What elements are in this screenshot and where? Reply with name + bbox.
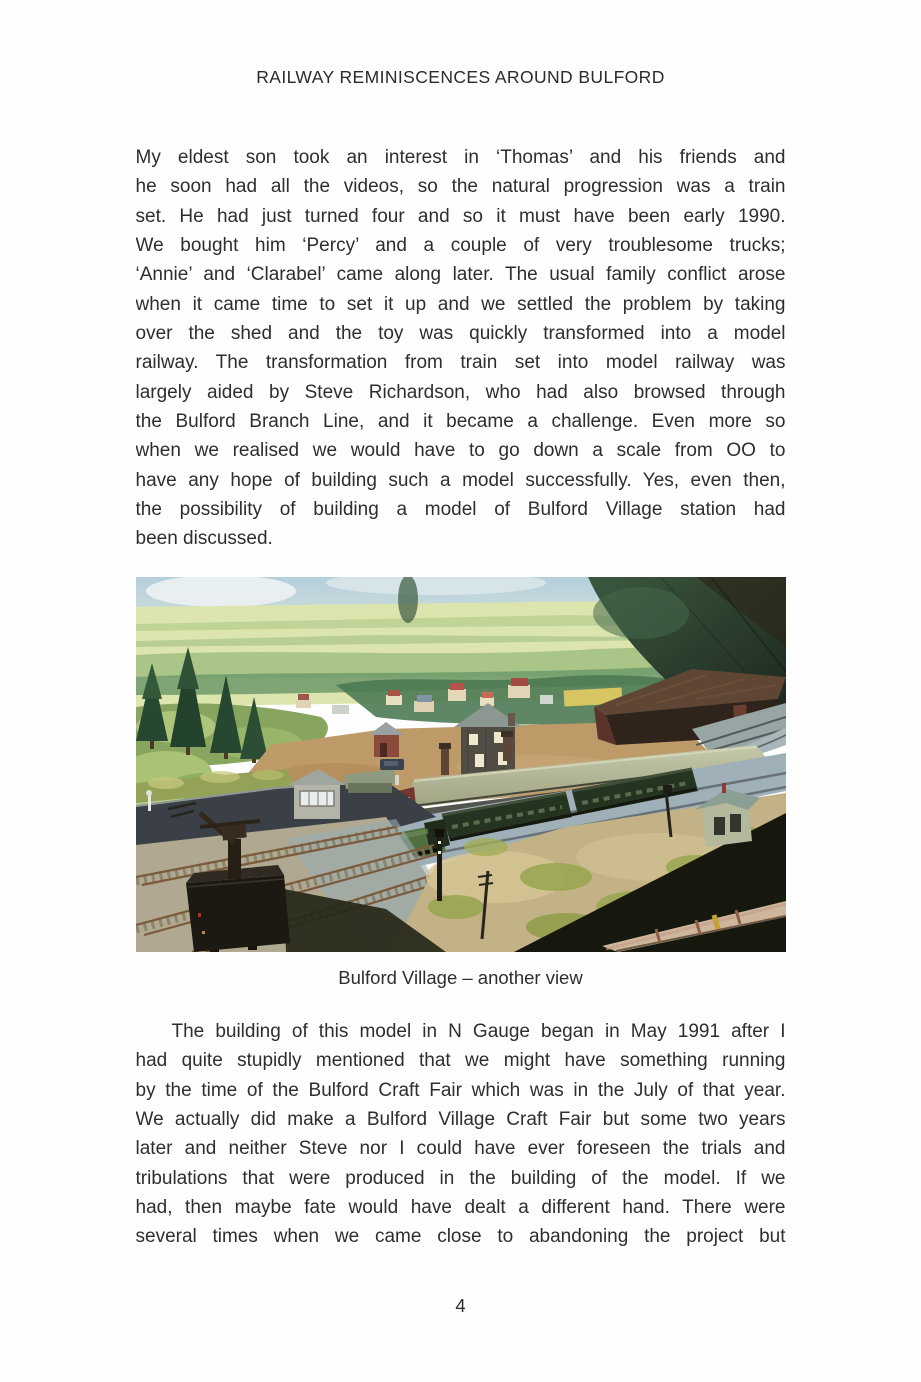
- text-line: set. He had just turned four and so it must have been early 1990.: [135, 205, 786, 227]
- text-line: have any hope of building such a model successfully. Yes, even then,: [135, 469, 786, 491]
- text-line: railway. The transformation from train set into model railway was: [135, 352, 786, 374]
- text-line: he soon had all the videos, so the natural progression was a train: [135, 176, 786, 198]
- paragraph-1: [136, 143, 786, 554]
- text-line: several times when we came close to abandoning the project but: [135, 1226, 786, 1248]
- text-line: when it came time to set it up and we settled the problem by taking: [135, 293, 786, 315]
- running-header: RAILWAY REMINISCENCES AROUND BULFORD: [256, 67, 665, 87]
- model-railway-photo-illustration: [136, 577, 786, 952]
- photo-caption: Bulford Village – another view: [338, 966, 583, 988]
- text-line: My eldest son took an interest in ‘Thomas’ and his friends and: [135, 147, 786, 168]
- model-railway-photo: [136, 577, 786, 952]
- text-line: later and neither Steve nor I could have ever foreseen the trials and: [135, 1138, 786, 1160]
- text-line: over the shed and the toy was quickly transformed into a model: [135, 323, 786, 345]
- text-line: been discussed.: [135, 528, 273, 550]
- page-number: 4: [455, 1294, 466, 1316]
- text-line: The building of this model in N Gauge began in May 1991 after I: [171, 1020, 786, 1042]
- text-line: tribulations that were produced in the building of the model. If we: [135, 1167, 786, 1189]
- text-line: largely aided by Steve Richardson, who had also browsed through: [135, 381, 786, 403]
- text-line: when we realised we would have to go down a scale from OO to: [135, 440, 786, 462]
- paragraph-2: [136, 1017, 786, 1252]
- text-line: We actually did make a Bulford Village Craft Fair but some two years: [135, 1108, 786, 1130]
- text-line: by the time of the Bulford Craft Fair which was in the July of that year.: [135, 1079, 786, 1101]
- text-line: the Bulford Branch Line, and it became a challenge. Even more so: [135, 411, 786, 433]
- text-line: the possibility of building a model of Bulford Village station had: [135, 499, 786, 521]
- text-line: We bought him ‘Percy’ and a couple of very troublesome trucks;: [135, 235, 786, 257]
- book-page: [136, 0, 786, 1318]
- text-line: had quite stupidly mentioned that we might have something running: [135, 1050, 786, 1072]
- text-line: had, then maybe fate would have dealt a different hand. There were: [135, 1196, 786, 1218]
- text-line: ‘Annie’ and ‘Clarabel’ came along later. The usual family conflict arose: [135, 264, 786, 286]
